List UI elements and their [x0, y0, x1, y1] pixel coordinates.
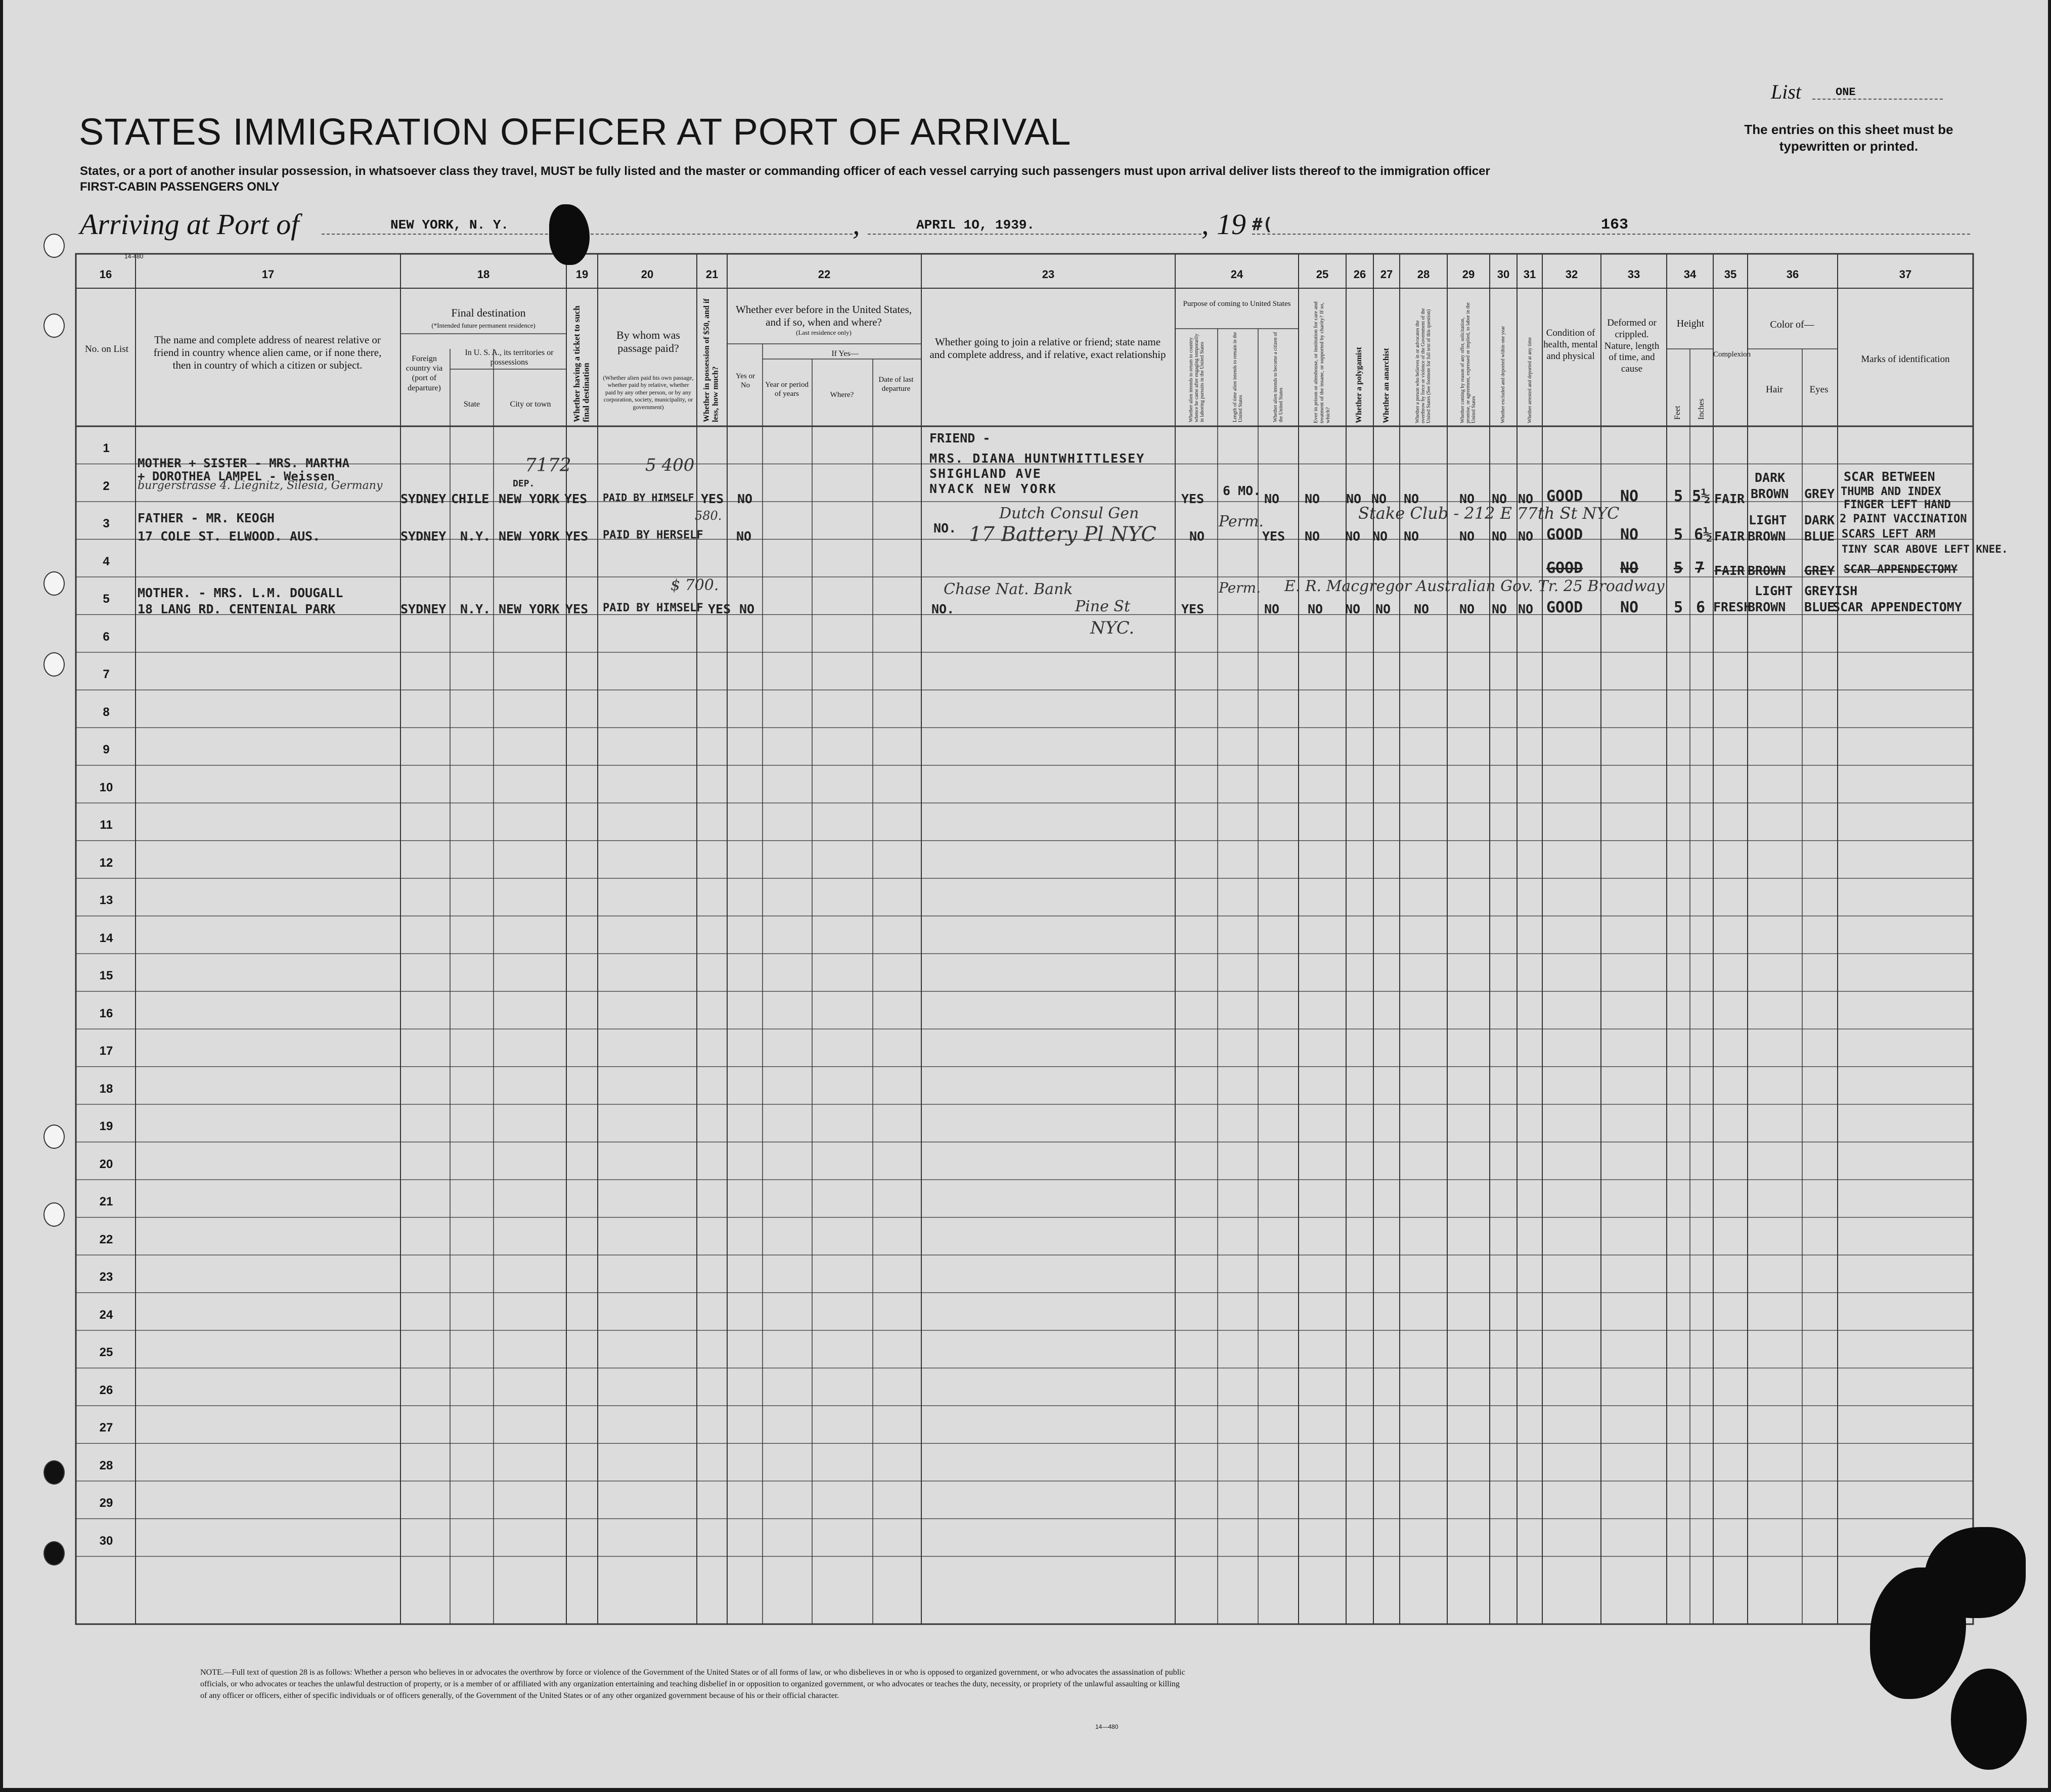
r4-foreign: SYDNEY — [400, 602, 447, 616]
r1-before: NO — [737, 491, 753, 506]
header-feet: Feet — [1673, 406, 1682, 420]
r1-deformed: NO — [1620, 487, 1639, 505]
header-city: City or town — [510, 400, 551, 409]
r1-offer-labor: NO — [1459, 491, 1475, 506]
r4-arrested: NO — [1518, 602, 1534, 616]
header-money: Whether in possession of $50, and if less, how much? — [702, 298, 720, 422]
r1-money: YES — [701, 491, 724, 506]
r2-excluded: NO — [1492, 529, 1507, 544]
port-value: NEW YORK, N. Y. — [390, 217, 509, 233]
ink-stain — [1951, 1669, 2027, 1770]
r4-relative-line2: 18 LANG RD. CENTENIAL PARK — [138, 602, 336, 616]
r2-join-line3: 17 Battery Pl NYC — [969, 523, 1156, 546]
header-date-departure: Date of last departure — [878, 376, 914, 393]
r4-paid: PAID BY HIMSELF — [603, 602, 703, 614]
header-color-of: Color of— — [1770, 319, 1814, 330]
r2-arrested: NO — [1518, 529, 1534, 544]
r1-purpose-a: YES — [1181, 491, 1205, 506]
r1-arrested: NO — [1518, 491, 1534, 506]
row-number: 18 — [99, 1082, 113, 1096]
r4-join-line3: Pine St — [1075, 598, 1130, 615]
row-number: 3 — [103, 517, 110, 530]
r2-hair-line2: BROWN — [1748, 529, 1786, 544]
r1-excluded: NO — [1492, 491, 1507, 506]
r2-money-note: 580. — [695, 509, 722, 523]
r2-deformed: NO — [1620, 526, 1639, 544]
r1-hair-line1: DARK — [1755, 470, 1786, 485]
r4-excluded: NO — [1492, 602, 1507, 616]
header-final-destination: Final destination — [451, 306, 526, 319]
r1-join-line4: NYACK NEW YORK — [929, 481, 1057, 496]
r4-join-line1: Chase Nat. Bank — [944, 580, 1073, 598]
header-state: State — [464, 400, 480, 409]
column-number: 26 — [1353, 268, 1366, 281]
r2-feet: 5 — [1674, 526, 1683, 544]
r4-offer-labor: NO — [1459, 602, 1475, 616]
column-number: 19 — [575, 268, 589, 281]
page-subtitle: States, or a port of another insular possession, in whatsoever class they travel, MUST be fully listed and the master or commanding officer of each vessel carrying such passengers must upon arrival deliver lists thereof to the immigration officer — [80, 164, 1490, 178]
row-number: 13 — [99, 893, 113, 907]
r2-ticket: YES — [565, 529, 589, 544]
r3-eyes: GREY — [1804, 563, 1835, 578]
r1-hair-line2: BROWN — [1751, 486, 1789, 501]
r4-purpose-c: NO — [1264, 602, 1280, 616]
r1-dep: DEP. — [513, 478, 535, 489]
list-label: List — [1771, 80, 1802, 103]
r1-num: 7172 — [525, 455, 571, 476]
header-relative: The name and complete address of nearest relative or friend in country whence alien came, or if none there, then in country of which a citizen or subject. — [153, 334, 382, 372]
header-arrested: Whether arrested and deported at any time — [1527, 337, 1533, 423]
r4-polygamist: NO — [1345, 602, 1361, 616]
r1-purpose-b: 6 MO. — [1223, 483, 1261, 498]
row-number: 19 — [99, 1119, 113, 1133]
r4-complexion: FRESH — [1713, 600, 1752, 614]
r2-prison: NO — [1305, 529, 1320, 544]
page-number: 163 — [1601, 216, 1629, 234]
header-before-in-us: Whether ever before in the United States, and if so, when and where? — [735, 303, 912, 329]
r4-health: GOOD — [1546, 599, 1583, 616]
r4-anarchist: NO — [1375, 602, 1391, 616]
punch-hole — [43, 234, 65, 258]
r3-feet: 5 — [1674, 559, 1683, 577]
header-before-note: (Last residence only) — [796, 329, 852, 336]
r4-deformed: NO — [1620, 599, 1639, 616]
column-number: 20 — [641, 268, 654, 281]
r2-before: NO — [736, 529, 752, 544]
header-purpose: Purpose of coming to United States — [1183, 300, 1291, 308]
column-number: 17 — [261, 268, 275, 281]
r1-state: CHILE — [451, 491, 489, 506]
year-label: 19 — [1217, 208, 1246, 241]
header-hair: Hair — [1766, 384, 1783, 395]
page-title: STATES IMMIGRATION OFFICER AT PORT OF ARRIVAL — [79, 111, 1072, 153]
arriving-label: Arriving at Port of — [80, 208, 299, 241]
header-excluded: Whether excluded and deported within one year — [1500, 326, 1506, 423]
row-number: 23 — [99, 1270, 113, 1284]
header-complexion: Complexion — [1713, 350, 1751, 359]
r2-hair-line1: LIGHT — [1749, 513, 1787, 527]
header-foreign-country: Foreign country via (port of departure) — [406, 354, 443, 392]
r2-complexion: FAIR — [1714, 529, 1745, 544]
column-number: 16 — [99, 268, 112, 281]
manifest-sheet — [3, 0, 2048, 1788]
header-deformed: Deformed or crippled. Nature, length of time, and cause — [1604, 318, 1660, 375]
header-if-yes: If Yes— — [831, 349, 859, 358]
row-number: 4 — [103, 554, 110, 568]
column-number: 34 — [1683, 268, 1697, 281]
r2-relative-line2: 17 COLE ST. ELWOOD. AUS. — [138, 529, 321, 544]
column-number: 31 — [1523, 268, 1536, 281]
r4-purpose-note: E. R. Macgregor Australian Gov. Tr. 25 Broadway — [1284, 577, 1665, 595]
r4-marks: SCAR APPENDECTOMY — [1833, 600, 1962, 614]
r1-marks-line1: SCAR BETWEEN — [1844, 469, 1935, 484]
r4-hair-line2: BROWN — [1748, 600, 1786, 614]
r2-health: GOOD — [1546, 526, 1583, 544]
column-number: 24 — [1230, 268, 1243, 281]
column-number: 25 — [1316, 268, 1329, 281]
r2-inches: 6½ — [1694, 526, 1713, 544]
r1-money-note: 5 400 — [645, 455, 695, 475]
year-mark: #( — [1252, 214, 1273, 235]
header-offer-labor: Whether coming by reason of any offer, solicitation, promise, or agreement, expressed or implied, to labor in the United States — [1459, 302, 1477, 423]
r4-city: NEW YORK — [499, 602, 560, 616]
row-number: 30 — [99, 1534, 113, 1548]
entries-note: The entries on this sheet must be typewritten or printed. — [1744, 122, 1953, 154]
column-number: 23 — [1042, 268, 1055, 281]
date-value: APRIL 1O, 1939. — [916, 217, 1035, 233]
header-no-on-list: No. on List — [84, 344, 129, 354]
r1-join-line1: FRIEND - — [929, 431, 991, 445]
r2-purpose-c: YES — [1262, 529, 1285, 544]
row-number: 5 — [103, 592, 110, 606]
header-in-usa: In U. S. A., its territories or possessions — [465, 348, 554, 367]
r1-inches: 5½ — [1692, 487, 1711, 505]
r1-marks-line3: FINGER LEFT HAND — [1844, 499, 1951, 511]
r1-join-line3: SHIGHLAND AVE — [929, 466, 1042, 481]
r4-eyes-line1: GREYISH — [1804, 584, 1858, 598]
r3-complexion: FAIR — [1714, 563, 1745, 578]
r1-relative-line3: burgerstrasse 4. Liegnitz, Silesia, Germany — [138, 479, 383, 492]
r1-relative-line2: + DOROTHEA LAMPEL - Weissen — [138, 469, 335, 483]
column-number: 18 — [477, 268, 490, 281]
corner-code: 14-480 — [124, 253, 144, 260]
r2-relative-line1: FATHER - MR. KEOGH — [138, 511, 275, 525]
r2-purpose-b: Perm. — [1219, 513, 1264, 530]
r1-complexion: FAIR — [1714, 491, 1745, 506]
cabin-class: FIRST-CABIN PASSENGERS ONLY — [80, 180, 280, 194]
r1-health: GOOD — [1546, 487, 1583, 505]
column-number: 35 — [1724, 268, 1737, 281]
r1-marks-line2: THUMB AND INDEX — [1841, 485, 1941, 498]
header-passage-paid-note: (Whether alien paid his own passage, whether paid by relative, whether paid by any other person, or by any corporation, society, municipality, or government) — [603, 374, 694, 411]
header-ticket: Whether having a ticket to such final destination — [572, 305, 591, 422]
punch-hole — [43, 652, 65, 677]
column-number: 29 — [1462, 268, 1475, 281]
row-number: 20 — [99, 1157, 113, 1171]
r1-prison: NO — [1305, 491, 1320, 506]
header-period: Year or period of years — [765, 381, 809, 398]
r4-join-line4: NYC. — [1090, 618, 1135, 638]
r1-overthrow: NO — [1404, 491, 1419, 506]
r2-marks-line3: TINY SCAR ABOVE LEFT KNEE. — [1842, 543, 2008, 555]
r1-feet: 5 — [1674, 487, 1683, 505]
r4-money-note: $ 700. — [671, 576, 719, 594]
header-where: Where? — [830, 391, 854, 399]
r2-state: N.Y. — [460, 529, 491, 544]
row-number: 9 — [103, 743, 110, 756]
r1-city: NEW YORK — [499, 491, 560, 506]
row-number: 21 — [99, 1195, 113, 1208]
r1-paid: PAID BY HIMSELF — [603, 491, 694, 504]
header-purpose-b: Length of time alien intends to remain in the United States — [1232, 332, 1243, 422]
row-number: 2 — [103, 479, 110, 493]
column-number: 37 — [1899, 268, 1912, 281]
header-height: Height — [1676, 318, 1705, 329]
header-anarchist: Whether an anarchist — [1382, 348, 1391, 423]
row-number: 8 — [103, 705, 110, 719]
r2-overthrow: NO — [1404, 529, 1419, 544]
footnote: NOTE.—Full text of question 28 is as follows: Whether a person who believes in or advocates the overthrow by force or violence of the Government of the United States or of all forms of law, or who disbelieves in or who is opposed to organized government, or who advocates the assassination of public officials, or who advocates or teaches the unlawful destruction of property, or is a member of or affiliated with any organization entertaining and teaching disbelief in or opposition to organized government, or who advocates or teaches the duty, necessity, or propriety of the unlawful assaulting or killing of any officer or officers, either of specific individuals or of officers generally, of the Government of the United States or of any other organized government because of his or their official character. — [200, 1668, 1185, 1700]
header-final-destination-note: (*Intended future permanent residence) — [431, 322, 536, 329]
row-number: 11 — [100, 818, 113, 832]
column-number: 27 — [1380, 268, 1393, 281]
r1-join-line2: MRS. DIANA HUNTWHITTLESEY — [929, 451, 1145, 466]
r4-feet: 5 — [1674, 599, 1683, 616]
r2-join-line2: NO. — [933, 521, 957, 535]
r1-anarchist: NO — [1371, 491, 1387, 506]
row-number: 26 — [99, 1383, 113, 1397]
row-number: 7 — [103, 667, 110, 681]
punch-hole — [43, 571, 65, 596]
column-number: 32 — [1565, 268, 1578, 281]
r3-hair: BROWN — [1748, 563, 1786, 578]
r1-relative-line1: MOTHER + SISTER - MRS. MARTHA — [138, 456, 350, 470]
column-number: 30 — [1497, 268, 1510, 281]
punch-hole — [43, 1202, 65, 1227]
r3-inches: 7 — [1695, 559, 1705, 577]
r3-deformed: NO — [1620, 559, 1639, 577]
column-number: 33 — [1627, 268, 1640, 281]
r2-anarchist: NO — [1372, 529, 1388, 544]
r2-eyes-line1: DARK — [1804, 513, 1835, 527]
punch-hole — [43, 1541, 65, 1565]
r2-city: NEW YORK — [499, 529, 560, 544]
r4-prison: NO — [1308, 602, 1323, 616]
r4-before: NO — [739, 602, 755, 616]
r4-purpose-b: Perm. — [1219, 579, 1261, 596]
row-number: 14 — [99, 931, 113, 945]
row-number: 22 — [99, 1232, 113, 1246]
row-number: 15 — [99, 969, 113, 982]
row-number: 10 — [99, 780, 113, 794]
r1-ticket: YES — [564, 491, 588, 506]
header-health: Condition of health, mental and physical — [1543, 328, 1598, 362]
comma-1: , — [853, 208, 860, 241]
row-number: 6 — [103, 630, 110, 644]
row-number: 25 — [99, 1346, 113, 1359]
r1-purpose-c: NO — [1264, 491, 1280, 506]
header-polygamist: Whether a polygamist — [1355, 347, 1364, 423]
header-inches: Inches — [1697, 398, 1706, 420]
r4-ticket: YES — [565, 602, 589, 616]
column-number: 36 — [1786, 268, 1799, 281]
r4-hair-line1: LIGHT — [1755, 584, 1793, 598]
r4-inches: 6 — [1696, 599, 1706, 616]
r2-purpose-a: NO — [1189, 529, 1205, 544]
r1-polygamist: NO — [1346, 491, 1362, 506]
punch-hole — [43, 1460, 65, 1485]
row-number: 24 — [99, 1308, 113, 1322]
row-number: 17 — [99, 1044, 113, 1058]
header-purpose-c: Whether alien intends to become a citizen of the United States — [1273, 332, 1284, 422]
row-number: 1 — [103, 441, 110, 455]
column-number: 22 — [818, 268, 831, 281]
r2-overthrow-note: Stake Club - 212 E 77th St NYC — [1358, 504, 1620, 523]
row-number: 12 — [99, 856, 113, 870]
punch-hole — [43, 1125, 65, 1149]
r2-paid: PAID BY HERSELF — [603, 529, 703, 542]
r2-marks-line1: 2 PAINT VACCINATION — [1840, 513, 1967, 525]
r2-marks-line2: SCARS LEFT ARM — [1842, 528, 1936, 541]
header-join-relative: Whether going to join a relative or friend; state name and complete address, and if relative, exact relationship — [929, 336, 1166, 361]
header-overthrow: Whether a person who believes in or advocates the overthrow by force or violence of the Government of the United States (See footnote for full text of this question) — [1414, 308, 1432, 423]
list-value: ONE — [1812, 86, 1943, 100]
r4-eyes: BLUE — [1804, 600, 1835, 614]
header-eyes: Eyes — [1809, 384, 1829, 395]
r1-foreign: SYDNEY — [400, 491, 447, 506]
row-number: 29 — [99, 1496, 113, 1510]
punch-hole — [43, 313, 65, 338]
header-prison: Ever in prison or almshouse, or institution for care and treatment of the insane, or supported by charity? If so, which? — [1312, 301, 1331, 423]
column-number: 21 — [705, 268, 719, 281]
r2-eyes: BLUE — [1804, 529, 1835, 544]
r3-marks: SCAR APPENDECTOMY — [1844, 563, 1958, 576]
r2-join-line1: Dutch Consul Gen — [999, 505, 1139, 522]
header-purpose-a: Whether alien intends to return to country whence he came after engaging temporarily in laboring pursuits in the United States — [1188, 333, 1205, 422]
footnote-code: 14—480 — [1095, 1723, 1119, 1730]
r1-eyes: GREY — [1804, 486, 1835, 501]
r4-state: N.Y. — [460, 602, 491, 616]
r2-polygamist: NO — [1345, 529, 1361, 544]
row-number: 28 — [99, 1458, 113, 1472]
r4-relative-line1: MOTHER. - MRS. L.M. DOUGALL — [138, 586, 343, 600]
r4-money: YES — [708, 602, 731, 616]
r2-offer-labor: NO — [1459, 529, 1475, 544]
r4-purpose-a: YES — [1181, 602, 1205, 616]
header-passage-paid: By whom was passage paid? — [616, 329, 680, 355]
comma-2: , — [1201, 208, 1209, 241]
r4-overthrow: NO — [1414, 602, 1430, 616]
row-number: 27 — [99, 1421, 113, 1435]
r3-health: GOOD — [1546, 559, 1583, 577]
row-number: 16 — [99, 1006, 113, 1020]
column-number: 28 — [1417, 268, 1430, 281]
header-yes-no: Yes or No — [735, 372, 755, 389]
r2-foreign: SYDNEY — [400, 529, 447, 544]
r4-join-line2: NO. — [931, 602, 955, 616]
header-marks: Marks of identification — [1861, 354, 1950, 365]
